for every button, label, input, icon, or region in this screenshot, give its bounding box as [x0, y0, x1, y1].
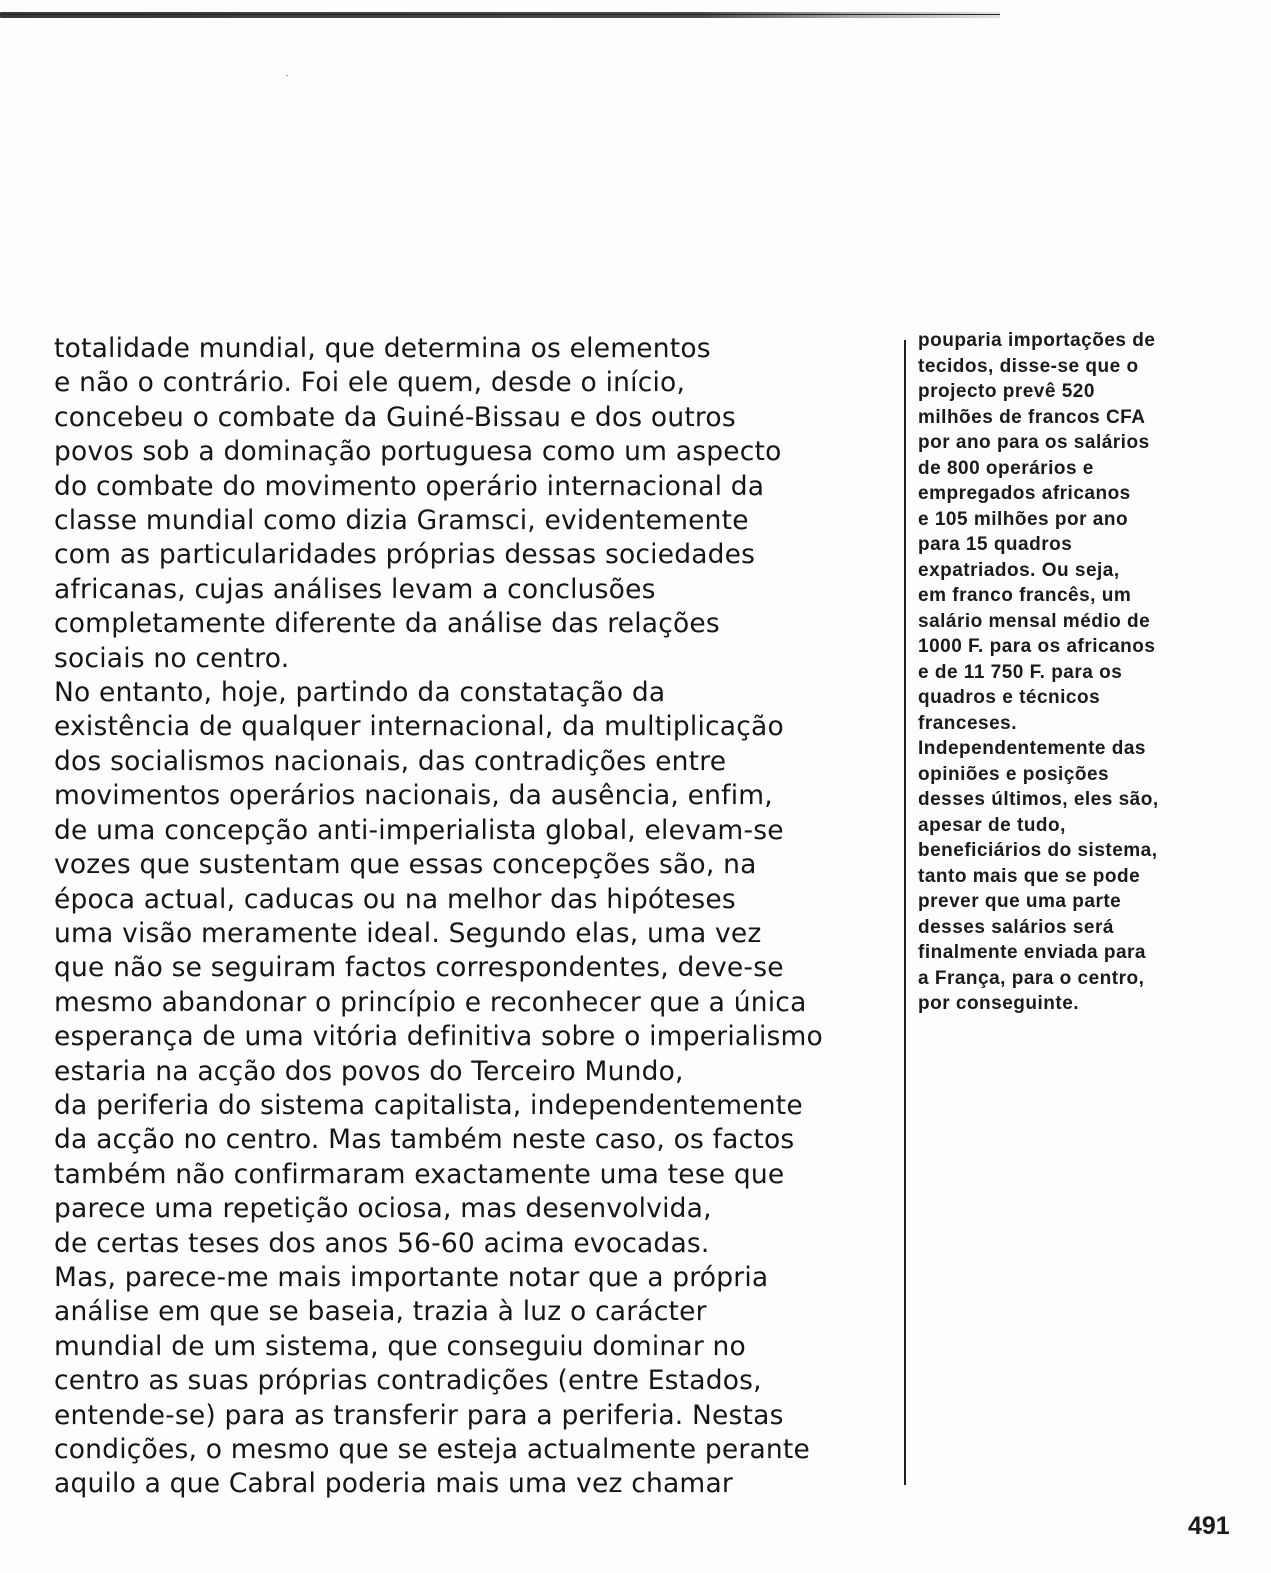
- side-note-line: franceses.: [918, 712, 1018, 734]
- main-text-line: condições, o mesmo que se esteja actualmente perante: [54, 1434, 810, 1465]
- main-text-line: existência de qualquer internacional, da multiplicação: [54, 711, 784, 743]
- side-note-line: para 15 quadros: [918, 534, 1073, 555]
- side-note-line: empregados africanos: [918, 483, 1131, 504]
- main-text-line: análise em que se baseia, trazia à luz o carácter: [54, 1296, 707, 1328]
- main-text-line: que não se seguiram factos correspondentes, deve-se: [54, 952, 784, 984]
- main-text-line: com as particularidades próprias dessas sociedades: [54, 539, 756, 571]
- side-note-line: desses últimos, eles são,: [918, 789, 1159, 810]
- main-text-column: [54, 332, 894, 1502]
- main-text-line: e não o contrário. Foi ele quem, desde o início,: [54, 367, 686, 399]
- side-note-line: a França, para o centro,: [918, 967, 1145, 989]
- main-text-line: concebeu o combate da Guiné-Bissau e dos outros: [54, 401, 736, 433]
- main-text-line: africanas, cujas análises levam a conclusões: [54, 573, 656, 605]
- side-note-line: por ano para os salários: [918, 432, 1150, 453]
- side-note-line: milhões de francos CFA: [918, 406, 1146, 428]
- side-note-line: tecidos, disse-se que o: [918, 355, 1139, 377]
- side-note-line: e de 11 750 F. para os: [918, 661, 1123, 683]
- main-text-line: estaria na acção dos povos do Terceiro Mundo,: [54, 1055, 684, 1087]
- side-note-line: apesar de tudo,: [918, 814, 1066, 836]
- main-text-line: uma visão meramente ideal. Segundo elas, uma vez: [54, 917, 762, 949]
- main-text-line: mesmo abandonar o princípio e reconhecer que a única: [54, 986, 807, 1018]
- main-text-line: de certas teses dos anos 56-60 acima evocadas.: [54, 1227, 710, 1259]
- main-text-line: dos socialismos nacionais, das contradições entre: [54, 745, 727, 777]
- side-note-line: tanto mais que se pode: [918, 865, 1141, 887]
- page-number: 491: [1188, 1512, 1230, 1540]
- column-divider: [904, 340, 906, 1485]
- main-text-line: classe mundial como dizia Gramsci, evidentemente: [54, 505, 749, 537]
- side-note-line: Independentemente das: [918, 738, 1146, 759]
- side-note-line: quadros e técnicos: [918, 687, 1101, 708]
- side-note-line: projecto prevê 520: [918, 381, 1095, 402]
- top-rule: [0, 12, 1000, 18]
- side-note-line: beneficiários do sistema,: [918, 840, 1158, 861]
- side-note-line: finalmente enviada para: [918, 942, 1146, 963]
- side-note-line: prever que uma parte: [918, 891, 1122, 912]
- main-text-line: mundial de um sistema, que conseguiu dominar no: [54, 1330, 746, 1362]
- side-note-line: pouparia importações de: [918, 330, 1156, 351]
- main-text-line: entende-se) para as transferir para a periferia. Nestas: [54, 1399, 784, 1431]
- main-text-line: da acção no centro. Mas também neste caso, os factos: [54, 1124, 795, 1156]
- side-note-line: opiniões e posições: [918, 763, 1110, 785]
- main-text-line: aquilo a que Cabral poderia mais uma vez chamar: [54, 1468, 733, 1500]
- main-text-line: parece uma repetição ociosa, mas desenvolvida,: [54, 1193, 712, 1225]
- main-text-line: da periferia do sistema capitalista, independentemente: [54, 1089, 803, 1121]
- scan-speck: [286, 75, 288, 76]
- main-text-line: também não confirmaram exactamente uma tese que: [54, 1158, 785, 1190]
- main-text-line: vozes que sustentam que essas concepções são, na: [54, 849, 757, 881]
- side-note-column: [918, 328, 1238, 1017]
- main-text-line: povos sob a dominação portuguesa como um aspecto: [54, 436, 782, 468]
- main-text-line: de uma concepção anti-imperialista global, elevam-se: [54, 814, 784, 846]
- side-note-line: e 105 milhões por ano: [918, 508, 1129, 530]
- main-text-line: totalidade mundial, que determina os elementos: [54, 333, 711, 364]
- side-note-line: em franco francês, um: [918, 585, 1132, 606]
- side-note-line: de 800 operários e: [918, 457, 1094, 479]
- side-note-line: expatriados. Ou seja,: [918, 559, 1120, 581]
- side-note-line: 1000 F. para os africanos: [918, 636, 1156, 657]
- main-text-line: movimentos operários nacionais, da ausência, enfim,: [54, 780, 773, 812]
- main-text-line: do combate do movimento operário internacional da: [54, 470, 765, 502]
- main-text-line: Mas, parece-me mais importante notar que a própria: [54, 1261, 769, 1293]
- side-note-line: por conseguinte.: [918, 993, 1080, 1014]
- main-text-line: época actual, caducas ou na melhor das hipóteses: [54, 883, 736, 915]
- main-text-line: No entanto, hoje, partindo da constatação da: [54, 677, 666, 709]
- side-note-line: salário mensal médio de: [918, 610, 1151, 632]
- main-text-line: esperança de uma vitória definitiva sobre o imperialismo: [54, 1021, 823, 1053]
- main-text-line: completamente diferente da análise das relações: [54, 608, 720, 640]
- side-note-line: desses salários será: [918, 916, 1114, 938]
- main-text-line: sociais no centro.: [54, 642, 290, 674]
- main-text-line: centro as suas próprias contradições (entre Estados,: [54, 1365, 762, 1397]
